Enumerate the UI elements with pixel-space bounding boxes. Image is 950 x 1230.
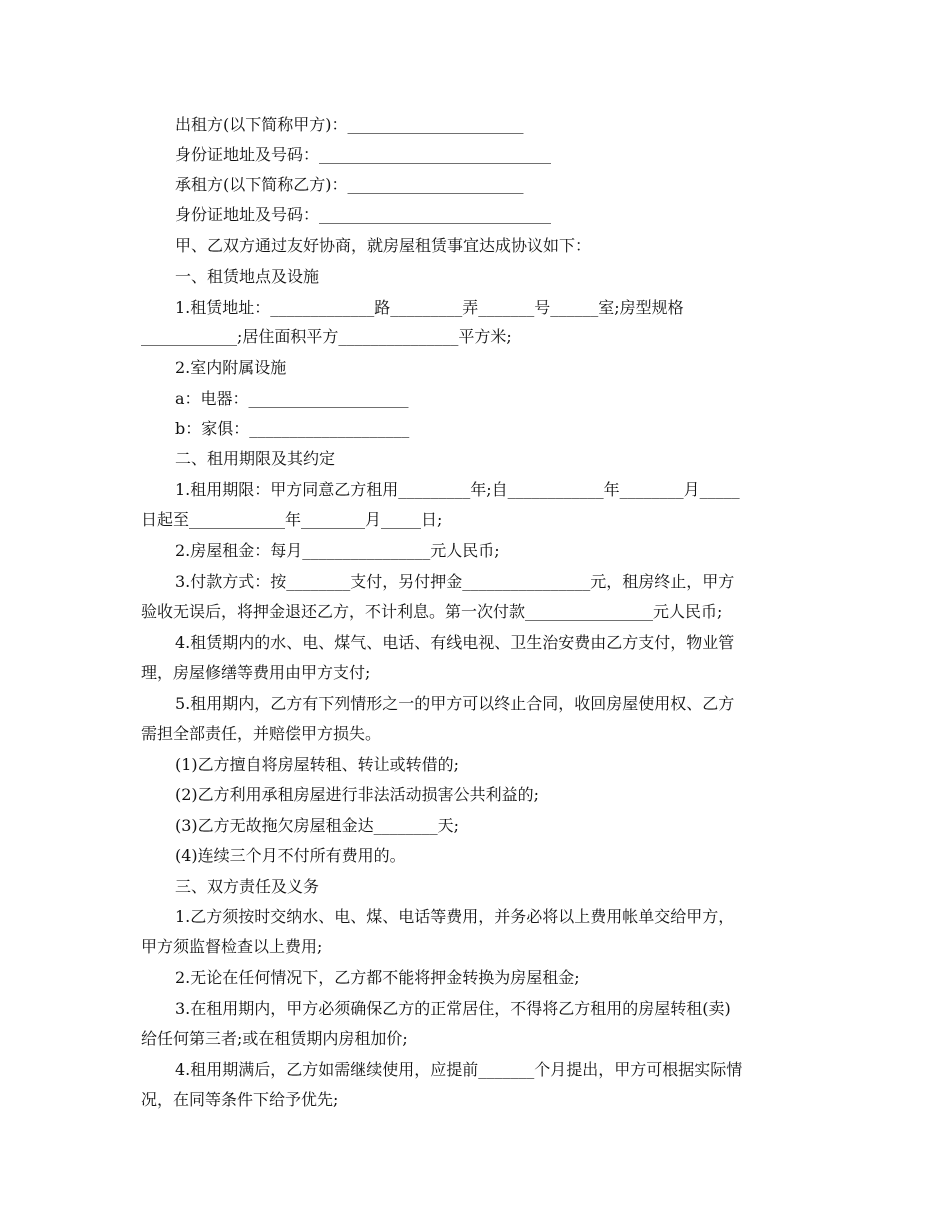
clause-3-3-line-2: 给任何第三者;或在租赁期内房租加价;	[141, 1029, 408, 1048]
clause-3-4-line-2: 况，在同等条件下给予优先;	[141, 1090, 339, 1109]
agreement-intro: 甲、乙双方通过友好协商，就房屋租赁事宜达成协议如下：	[175, 236, 592, 255]
lessee-id-line: 身份证地址及号码：_____________________________	[175, 205, 552, 224]
lessee-line: 承租方(以下简称乙方)：______________________	[175, 175, 524, 194]
clause-2-5-line-1: 5.租用期内，乙方有下列情形之一的甲方可以终止合同，收回房屋使用权、乙方	[175, 694, 735, 713]
section-heading-1: 一、租赁地点及设施	[175, 267, 320, 286]
sub-clause-1: (1)乙方擅自将房屋转租、转让或转借的;	[175, 755, 460, 774]
section-heading-3: 三、双方责任及义务	[175, 877, 320, 896]
clause-2-1-line-1: 1.租用期限：甲方同意乙方租用_________年;自____________年________月_____	[175, 480, 740, 499]
clause-1-1-line-2: ____________;居住面积平方_______________平方米;	[141, 327, 512, 346]
clause-3-4-line-1: 4.租用期满后，乙方如需继续使用，应提前_______个月提出，甲方可根据实际情	[175, 1060, 743, 1079]
clause-2-4-line-1: 4.租赁期内的水、电、煤气、电话、有线电视、卫生治安费由乙方支付，物业管	[175, 633, 735, 652]
lessor-id-line: 身份证地址及号码：_____________________________	[175, 145, 552, 164]
clause-2-4-line-2: 理，房屋修缮等费用由甲方支付;	[141, 663, 371, 682]
clause-2-5-line-2: 需担全部责任，并赔偿甲方损失。	[141, 724, 382, 743]
clause-2-3-line-2: 验收无误后，将押金退还乙方，不计利息。第一次付款________________元人民币;	[141, 602, 723, 621]
clause-1-1-line-1: 1.租赁地址：_____________路_________弄_______号______室;房型规格	[175, 298, 684, 317]
sub-clause-2: (2)乙方利用承租房屋进行非法活动损害公共利益的;	[175, 785, 540, 804]
sub-clause-3: (3)乙方无故拖欠房屋租金达________天;	[175, 816, 460, 835]
sub-clause-4: (4)连续三个月不付所有费用的。	[175, 846, 406, 865]
clause-3-1-line-1: 1.乙方须按时交纳水、电、煤、电话等费用，并务必将以上费用帐单交给甲方，	[175, 907, 735, 926]
section-heading-2: 二、租用期限及其约定	[175, 449, 336, 468]
clause-2-2: 2.房屋租金：每月________________元人民币;	[175, 541, 500, 560]
clause-3-3-line-1: 3.在租用期内，甲方必须确保乙方的正常居住，不得将乙方租用的房屋转租(卖)	[175, 999, 731, 1018]
appliances-line: a：电器：____________________	[175, 389, 409, 408]
furniture-line: b：家俱：____________________	[175, 419, 410, 438]
clause-2-3-line-1: 3.付款方式：按________支付，另付押金________________元，租房终止，甲方	[175, 572, 735, 591]
clause-1-2: 2.室内附属设施	[175, 358, 287, 377]
lessor-line: 出租方(以下简称甲方)：______________________	[175, 115, 524, 134]
clause-3-1-line-2: 甲方须监督检查以上费用;	[141, 937, 323, 956]
clause-2-1-line-2: 日起至____________年________月_____日;	[141, 510, 443, 529]
clause-3-2: 2.无论在任何情况下，乙方都不能将押金转换为房屋租金;	[175, 968, 580, 987]
